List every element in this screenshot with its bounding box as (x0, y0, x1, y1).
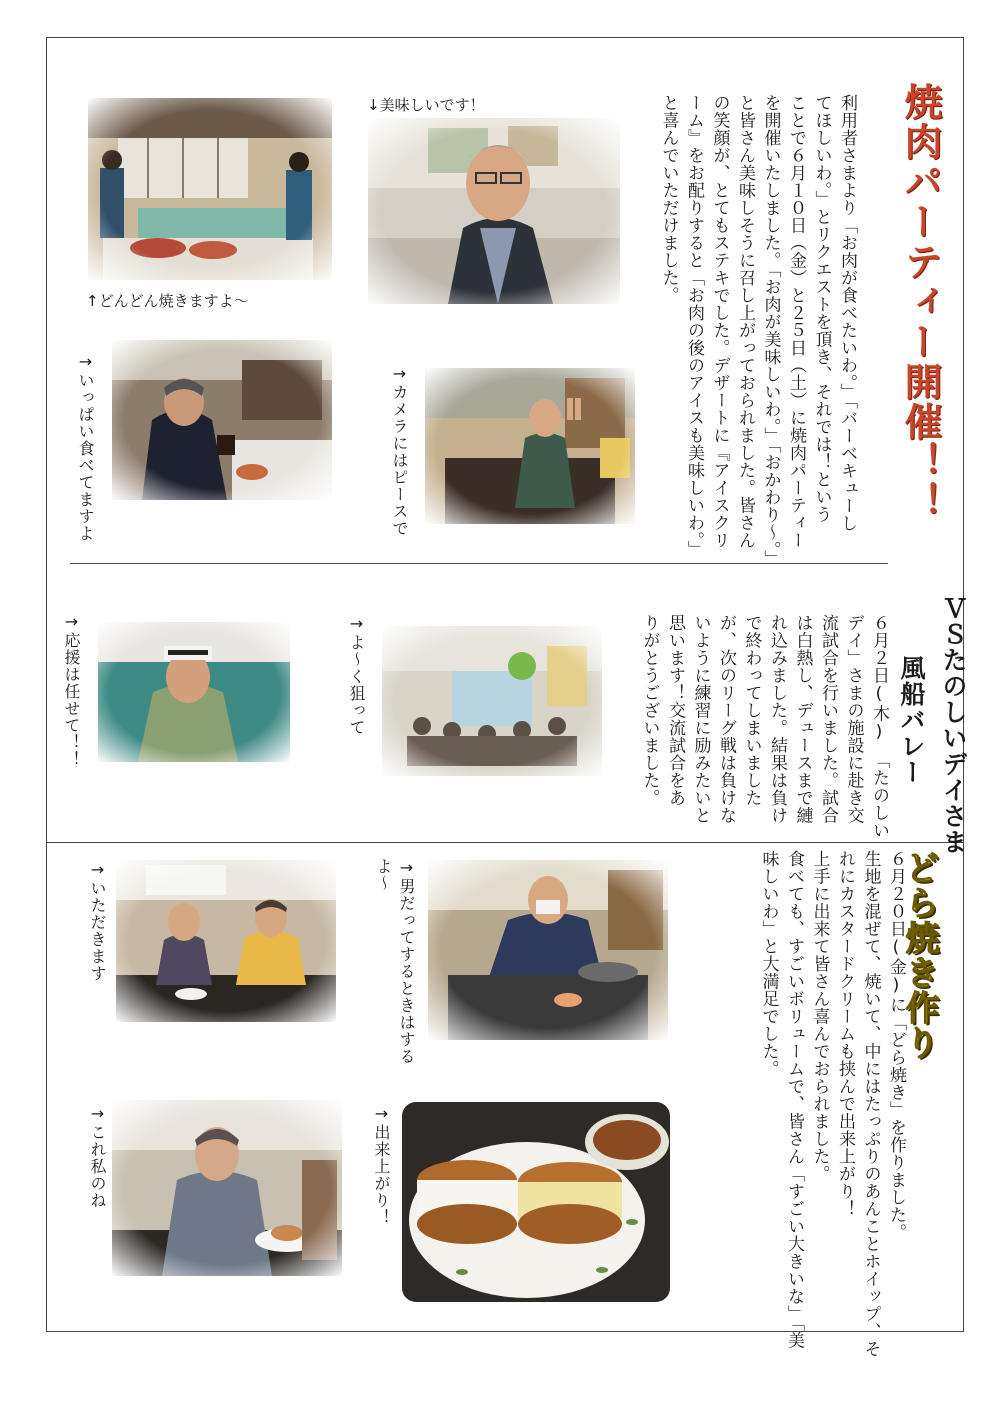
caption-aim: →よ〜く狙って (347, 614, 366, 736)
caption-mine: →これ私のね (88, 1104, 107, 1209)
caption-peace: →カメラにはピースで (390, 364, 409, 537)
photo-cheer (98, 622, 290, 762)
photo-grilling-room (88, 98, 332, 280)
photo-dorayaki-done (402, 1102, 670, 1302)
caption-done: →出来上がり！ (372, 1104, 391, 1226)
caption-cheer: →応援は任せて！！ (62, 612, 81, 768)
photo-eating-lots (112, 340, 332, 500)
photo-delicious-man (368, 118, 620, 304)
caption-delicious: ↓美味しいです！ (367, 96, 485, 114)
balloon-title-sub: 風船バレー (897, 655, 926, 785)
photo-mine (112, 1100, 342, 1276)
photo-peace (425, 368, 635, 524)
dorayaki-title: どら焼き作り (899, 850, 939, 1060)
photo-itadakimasu (116, 860, 336, 1022)
caption-men-too: →男だってするときはする よ〜 (374, 858, 416, 1065)
balloon-body: ６月２日(木) 「たのしい デイ」さまの施設に赴き交 流試合を行いました。試合 は白熱し、デュースまで縺 れ込みました。結果は負け で終わってしまいました が、次のリーグ戦は負けな いように練習に励みたいと 思います！交流試合をあ りがとうございました。 (639, 614, 889, 839)
photo-men-too (428, 860, 668, 1040)
caption-grilling: ↑どんどん焼きますよ〜 (86, 292, 249, 310)
caption-itadakimasu: →いただきます (88, 860, 107, 982)
yakiniku-title: 焼肉パーティー開催！！ (898, 82, 943, 522)
dorayaki-body: ６月２０日(金)に「どら焼き」を作りました。 生地を混ぜて、焼いて、中にはたっぷりのあんことホイップ、そ れにカスタードクリームも挟んで出来上がり！ 上手に出来て皆さん喜んでおられました。 食べても、すごいボリュームで、皆さん「すごい大きいな」「美 味しいわ」と大満足でした。 (758, 850, 906, 1358)
photo-aim (382, 626, 602, 776)
yakiniku-body: 利用者さまより「お肉が食べたいわ。」「バーベキューし てほしいわ。」とリクエストを頂き、それでは！という ことで６月１０日（金）と２５日（土）に焼肉パーティー を開催いたしました。「お肉が美味しいわ。」「おかわり〜。」 と皆さん美味しそうに召し上がっておられました。皆さん の笑顔が、とてもステキでした。デザートに『アイスクリ ーム』をお配りすると「お肉の後のアイスも美味しいわ。」 と喜んでいただけました。 (658, 94, 857, 568)
balloon-title-main: ＶＳたのしいデイさま (939, 595, 968, 855)
caption-eating-lots: →いっぱい食べてますよ (76, 352, 95, 542)
section-divider-2 (46, 842, 964, 843)
